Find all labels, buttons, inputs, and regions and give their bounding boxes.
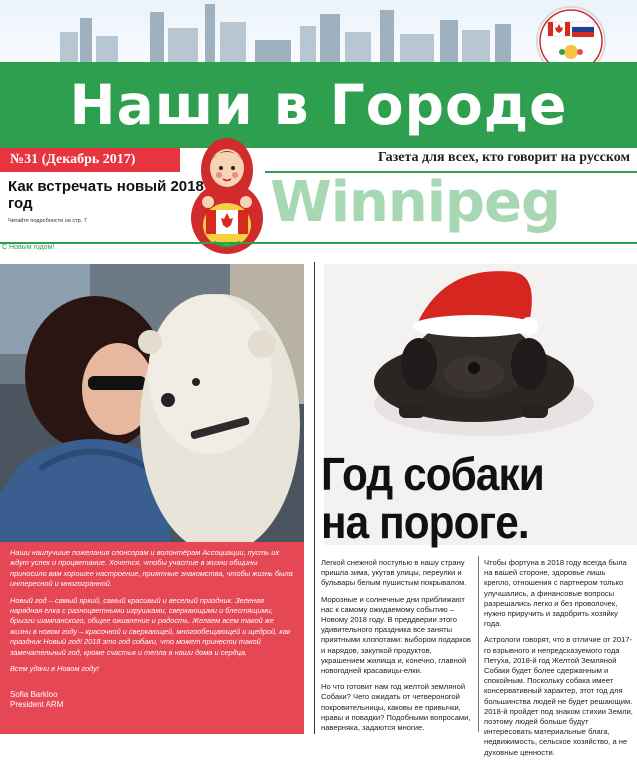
- letter-paragraph: Всем удачи в Новом году!: [10, 664, 99, 674]
- article-paragraph: Чтобы фортуна в 2018 году всегда была на вашей стороне, здоровье лишь крепло, отношения с партнером только улучшались, а финансовые вопросы разрешались легко и без проволочек, нужно приручить и задобрить хозяйку года.: [484, 558, 627, 629]
- issue-number: №31 (Декабрь 2017): [10, 152, 136, 167]
- teaser-headline[interactable]: Как встречать новый 2018 год: [8, 178, 204, 212]
- article-paragraph: Астрологи говорят, что в отличие от 2017-го взрывного и непредсказуемого года Петуха, 2018-й год Желтой Земляной Собаки будет более сдержанным и спокойным. Поскольку собака имеет консервативный характер, этот год для большинства людей не будет решающим. 2018-й пройдет под знаком стихии Земли, поэтому людей больше будут интересовать материальные блага, недвижимость, сельское хозяйство, а не духовные ценности.: [484, 635, 633, 757]
- column-divider: [314, 262, 315, 734]
- newspaper-title: Наши в Городе: [69, 73, 568, 137]
- article-column-1: [321, 558, 473, 739]
- article-paragraph: Легкой снежной поступью в нашу страну пришла зима, укутав улицы, переулки и бульвары белым пушистым покрывалом.: [321, 558, 467, 588]
- article-headline-line2: на пороге.: [321, 496, 529, 548]
- article-headline: [321, 450, 612, 546]
- city-name: Winnipeg: [270, 170, 561, 235]
- russia-flag-icon: [572, 22, 594, 37]
- article-headline-line1: Год собаки: [321, 448, 544, 500]
- teaser-subline: Читайте подробности на стр. 7: [8, 218, 87, 224]
- letter-signature: [10, 690, 63, 710]
- article-column-2: [484, 558, 634, 764]
- article-paragraph: Но что готовит нам год желтой земляной Собаки? Чего ожидать от четвероногой покровительницы, каковы ее привычки, нравы и повадки? Подобными вопросами, наверняка, задаются многие.: [321, 682, 471, 733]
- letter-paragraph: Новый год – самый яркий, самый красивый и веселый праздник. Зеленая нарядная елка с разноцветными игрушками, сверкающими и блестящими, брызги шампанского, общее оживление и радость. Желаем всем такой же жизни в новом году – красочной и сверкающей, многообещающей и щедрой, как праздник Новый год! 2018 это год собаки, что может принести такой замечательный год, кроме счастья и тепла в наши дома и сердца.: [10, 595, 291, 657]
- matryoshka-doll-icon: [186, 130, 268, 255]
- photo-woman-with-dog: [0, 264, 304, 542]
- greeting-letter: [0, 542, 304, 734]
- greeting-text: С Новым годом!: [2, 244, 55, 251]
- letter-paragraph: Наши наилучшие пожелания спонсорам и волонтёрам Ассоциации, пусть их ждут успех и процветание. Хочется, чтобы участие в жизни общины приносило вам хорошее настроение, приятные знакомства, чтобы жизнь была интересной и многогранной.: [10, 548, 293, 589]
- signature-title: President ARM: [10, 700, 64, 709]
- canada-flag-icon: [548, 22, 570, 36]
- signature-name: Sofia Barkloo: [10, 690, 58, 699]
- article-column-divider: [478, 556, 479, 732]
- tagline: Газета для всех, кто говорит на русском: [377, 150, 630, 165]
- article-paragraph: Морозные и солнечные дни приближают нас к самому ожидаемому событию – Новому 2018 году. В преддверии этого удивительного праздника все заняты приятными хлопотами: выбором подарков и нарядов, закупкой продуктов, украшением жилища и, конечно, главной новогодней красавицы-елки.: [321, 594, 471, 676]
- greeting-rule: [0, 242, 637, 254]
